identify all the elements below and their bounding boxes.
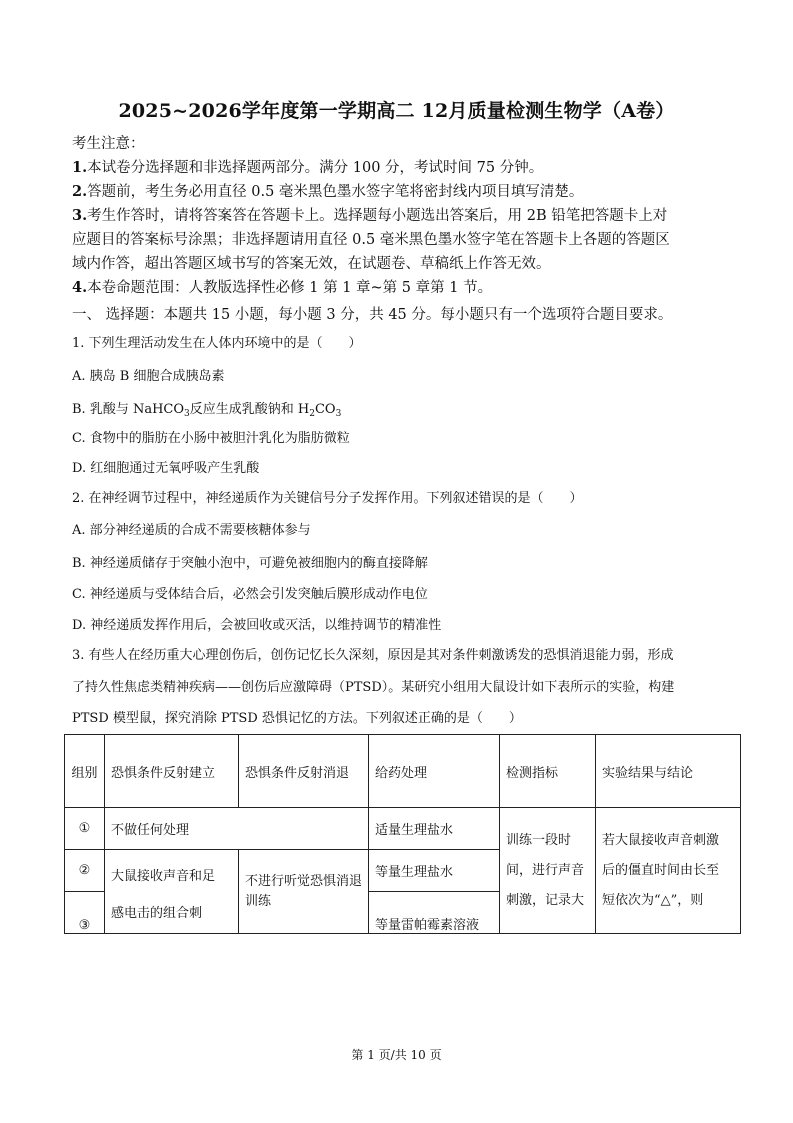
q3-stem-line-1: 3. 有些人在经历重大心理创伤后，创伤记忆长久深刻，原因是其对条件刺激诱发的恐惧消退能力弱，形成 bbox=[72, 648, 674, 663]
q1-option-d: D. 红细胞通过无氧呼吸产生乳酸 bbox=[72, 461, 260, 476]
header-fear-build: 恐惧条件反射建立 bbox=[105, 735, 239, 808]
notes-heading: 考生注意： bbox=[72, 136, 145, 152]
drug-cell: 等量生理盐水 bbox=[369, 850, 500, 892]
note-3-cont-1: 应题目的答案标号涂黑；非选择题请用直径 0.5 毫米黑色墨水签字笔在答题卡上各题的答题区 bbox=[72, 232, 670, 248]
q2-option-a: A. 部分神经递质的合成不需要核糖体参与 bbox=[72, 523, 311, 538]
note-3: 3.考生作答时，请将答案答在答题卡上。选择题每小题选出答案后，用 2B 铅笔把答题卡上对 bbox=[72, 207, 668, 224]
note-4: 4.本卷命题范围：人教版选择性必修 1 第 1 章~第 5 章第 1 节。 bbox=[72, 279, 493, 296]
group-number: ① bbox=[65, 808, 105, 850]
header-result: 实验结果与结论 bbox=[596, 735, 741, 808]
note-3-cont-2: 域内作答，超出答题区域书写的答案无效，在试题卷、草稿纸上作答无效。 bbox=[72, 256, 551, 272]
result-cell: 若大鼠接收声音刺激 后的僵直时间由长至 短依次为“△”，则 bbox=[596, 808, 741, 934]
group-number: ③ bbox=[65, 892, 105, 934]
q1-option-c: C. 食物中的脂肪在小肠中被胆汁乳化为脂肪微粒 bbox=[72, 431, 350, 446]
drug-cell: 等量雷帕霉素溶液 bbox=[369, 892, 500, 934]
header-group: 组别 bbox=[65, 735, 105, 808]
q3-stem-line-3: PTSD 模型鼠，探究消除 PTSD 恐惧记忆的方法。下列叙述正确的是（ ） bbox=[72, 711, 522, 726]
header-index: 检测指标 bbox=[500, 735, 596, 808]
q1-option-a: A. 胰岛 B 细胞合成胰岛素 bbox=[72, 369, 225, 384]
q2-option-d: D. 神经递质发挥作用后，会被回收或灭活，以维持调节的精准性 bbox=[72, 618, 442, 633]
fear-build-cell: 大鼠接收声音和足 感电击的组合刺 bbox=[105, 850, 239, 934]
note-2: 2.答题前，考生务必用直径 0.5 毫米黑色墨水签字笔将密封线内项目填写清楚。 bbox=[72, 183, 584, 200]
index-cell: 训练一段时 间，进行声音 刺激，记录大 bbox=[500, 808, 596, 934]
table-header-row bbox=[65, 735, 741, 808]
section-heading: 一、 选择题：本题共 15 小题，每小题 3 分，共 45 分。每小题只有一个选项符合题目要求。 bbox=[72, 307, 673, 323]
page-footer: 第 1 页/共 10 页 bbox=[351, 1048, 442, 1062]
note-1: 1.本试卷分选择题和非选择题两部分。满分 100 分，考试时间 75 分钟。 bbox=[72, 159, 544, 176]
group-number: ② bbox=[65, 850, 105, 892]
q2-option-b: B. 神经递质储存于突触小泡中，可避免被细胞内的酶直接降解 bbox=[72, 556, 428, 571]
no-treatment-cell: 不做任何处理 bbox=[105, 808, 369, 850]
q1-stem: 1. 下列生理活动发生在人体内环境中的是（ ） bbox=[72, 336, 362, 351]
candidate-notes bbox=[72, 132, 732, 300]
drug-cell: 适量生理盐水 bbox=[369, 808, 500, 850]
experiment-table bbox=[64, 734, 741, 934]
fear-extinct-cell: 不进行听觉恐惧消退训练 bbox=[239, 850, 369, 934]
q2-option-c: C. 神经递质与受体结合后，必然会引发突触后膜形成动作电位 bbox=[72, 587, 428, 602]
exam-title: 2025~2026学年度第一学期高二 12月质量检测生物学（A卷） bbox=[118, 100, 675, 122]
q1-option-b: B. 乳酸与 NaHCO$_3$反应生成乳酸钠和 $H_2CO_3$ bbox=[72, 402, 342, 419]
header-fear-extinct: 恐惧条件反射消退 bbox=[239, 735, 369, 808]
table-row bbox=[65, 808, 741, 850]
header-drug: 给药处理 bbox=[369, 735, 500, 808]
q2-stem: 2. 在神经调节过程中，神经递质作为关键信号分子发挥作用。下列叙述错误的是（ ） bbox=[72, 491, 583, 506]
q3-stem-line-2: 了持久性焦虑类精神疾病——创伤后应激障碍（PTSD）。某研究小组用大鼠设计如下表所示的实验，构建 bbox=[72, 680, 675, 695]
